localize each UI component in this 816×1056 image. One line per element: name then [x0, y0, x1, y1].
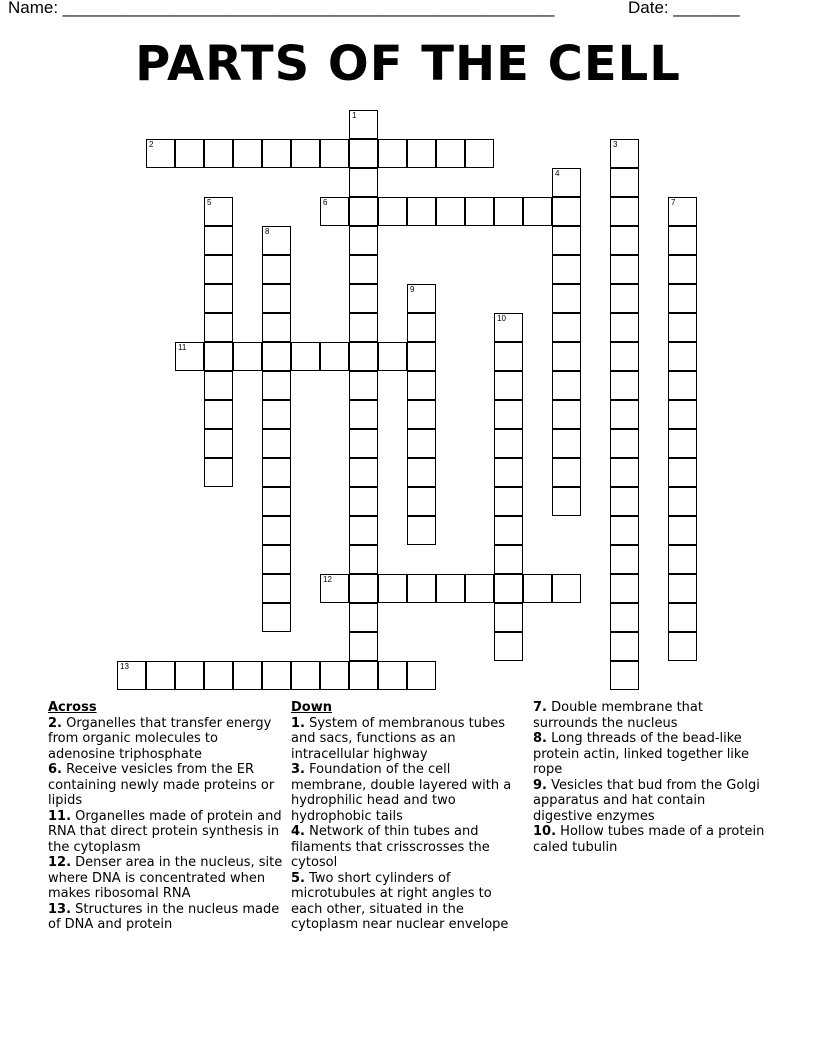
date-label: Date: — [628, 0, 674, 17]
grid-cell[interactable] — [204, 139, 233, 168]
grid-cell[interactable] — [494, 458, 523, 487]
grid-cell[interactable] — [378, 661, 407, 690]
grid-cell[interactable] — [407, 371, 436, 400]
grid-cell[interactable] — [349, 632, 378, 661]
grid-cell[interactable] — [204, 342, 233, 371]
grid-cell[interactable] — [320, 342, 349, 371]
grid-cell[interactable] — [668, 342, 697, 371]
grid-cell[interactable] — [407, 284, 436, 313]
grid-cell[interactable] — [262, 661, 291, 690]
grid-cell[interactable] — [668, 284, 697, 313]
grid-cell[interactable] — [349, 284, 378, 313]
grid-cell[interactable] — [233, 139, 262, 168]
grid-cell[interactable] — [407, 516, 436, 545]
grid-cell[interactable] — [552, 168, 581, 197]
grid-cell[interactable] — [494, 429, 523, 458]
date-line[interactable]: _______ — [673, 0, 740, 17]
grid-cell[interactable] — [204, 313, 233, 342]
grid-cell[interactable] — [494, 516, 523, 545]
grid-cell[interactable] — [552, 255, 581, 284]
grid-cell[interactable] — [552, 371, 581, 400]
grid-cell[interactable] — [668, 545, 697, 574]
grid-cell[interactable] — [552, 574, 581, 603]
grid-cell[interactable] — [465, 139, 494, 168]
cell-number: 2 — [149, 140, 154, 149]
grid-cell[interactable] — [349, 313, 378, 342]
grid-cell[interactable] — [494, 342, 523, 371]
grid-cell[interactable] — [552, 313, 581, 342]
cell-number: 13 — [120, 662, 129, 671]
grid-cell[interactable] — [610, 284, 639, 313]
grid-cell[interactable] — [349, 400, 378, 429]
grid-cell[interactable] — [262, 400, 291, 429]
down-heading: Down — [291, 700, 332, 715]
grid-cell[interactable] — [262, 371, 291, 400]
grid-cell[interactable] — [262, 284, 291, 313]
cell-number: 10 — [497, 314, 506, 323]
grid-cell[interactable] — [349, 487, 378, 516]
grid-cell[interactable] — [262, 313, 291, 342]
clue-down: 8. Long threads of the bead-like protein actin, linked together like rope — [533, 731, 749, 777]
grid-cell[interactable] — [349, 545, 378, 574]
grid-cell[interactable] — [610, 139, 639, 168]
cell-number: 4 — [555, 169, 560, 178]
grid-cell[interactable] — [320, 139, 349, 168]
grid-cell[interactable] — [610, 313, 639, 342]
clue-down: 10. Hollow tubes made of a protein caled tubulin — [533, 824, 765, 855]
grid-cell[interactable] — [407, 574, 436, 603]
grid-cell[interactable] — [262, 574, 291, 603]
grid-cell[interactable] — [291, 342, 320, 371]
date-field — [628, 0, 740, 18]
name-field — [8, 0, 554, 18]
grid-cell[interactable] — [262, 545, 291, 574]
grid-cell[interactable] — [494, 603, 523, 632]
grid-cell[interactable] — [349, 168, 378, 197]
grid-cell[interactable] — [407, 342, 436, 371]
grid-cell[interactable] — [349, 197, 378, 226]
grid-cell[interactable] — [552, 487, 581, 516]
down-clues — [291, 700, 526, 933]
grid-cell[interactable] — [262, 342, 291, 371]
grid-cell[interactable] — [233, 342, 262, 371]
grid-cell[interactable] — [552, 429, 581, 458]
grid-cell[interactable] — [465, 197, 494, 226]
grid-cell[interactable] — [494, 632, 523, 661]
grid-cell[interactable] — [668, 487, 697, 516]
grid-cell[interactable] — [668, 632, 697, 661]
grid-cell[interactable] — [668, 255, 697, 284]
grid-cell[interactable] — [320, 661, 349, 690]
grid-cell[interactable] — [436, 139, 465, 168]
grid-cell[interactable] — [407, 429, 436, 458]
grid-cell[interactable] — [291, 661, 320, 690]
grid-cell[interactable] — [610, 574, 639, 603]
grid-cell[interactable] — [378, 197, 407, 226]
grid-cell[interactable] — [668, 226, 697, 255]
grid-cell[interactable] — [552, 284, 581, 313]
grid-cell[interactable] — [668, 458, 697, 487]
grid-cell[interactable] — [204, 226, 233, 255]
grid-cell[interactable] — [610, 400, 639, 429]
grid-cell[interactable] — [204, 284, 233, 313]
grid-cell[interactable] — [494, 371, 523, 400]
grid-cell[interactable] — [610, 545, 639, 574]
clue-across: 13. Structures in the nucleus made of DNA and protein — [48, 901, 280, 932]
grid-cell[interactable] — [175, 661, 204, 690]
grid-cell[interactable] — [233, 661, 262, 690]
grid-cell[interactable] — [610, 226, 639, 255]
grid-cell[interactable] — [668, 574, 697, 603]
grid-cell[interactable] — [668, 400, 697, 429]
name-line[interactable]: ____________________________________________________ — [62, 0, 555, 17]
clue-across: 11. Organelles made of protein and RNA that direct protein synthesis in the cytoplasm — [48, 808, 282, 855]
clue-down: 3. Foundation of the cell membrane, double layered with a hydrophilic head and two hydrophobic tails — [291, 762, 512, 824]
grid-cell[interactable] — [610, 255, 639, 284]
grid-cell[interactable] — [552, 226, 581, 255]
cell-number: 9 — [410, 285, 415, 294]
grid-cell[interactable] — [610, 429, 639, 458]
down-clues-continued — [533, 700, 768, 855]
cell-number: 7 — [671, 198, 676, 207]
cell-number: 3 — [613, 140, 618, 149]
grid-cell[interactable] — [668, 313, 697, 342]
grid-cell[interactable] — [175, 139, 204, 168]
across-heading: Across — [48, 700, 97, 715]
grid-cell[interactable] — [407, 487, 436, 516]
grid-cell[interactable] — [668, 429, 697, 458]
grid-cell[interactable] — [610, 168, 639, 197]
grid-cell[interactable] — [204, 197, 233, 226]
grid-cell[interactable] — [349, 371, 378, 400]
grid-cell[interactable] — [668, 371, 697, 400]
grid-cell[interactable] — [523, 574, 552, 603]
clue-across: 2. Organelles that transfer energy from organic molecules to adenosine triphosphate — [48, 715, 272, 762]
across-clues — [48, 700, 283, 933]
grid-cell[interactable] — [407, 139, 436, 168]
grid-cell[interactable] — [349, 342, 378, 371]
grid-cell[interactable] — [349, 458, 378, 487]
grid-cell[interactable] — [523, 197, 552, 226]
grid-cell[interactable] — [610, 516, 639, 545]
grid-cell[interactable] — [320, 574, 349, 603]
grid-cell[interactable] — [320, 197, 349, 226]
grid-cell[interactable] — [378, 574, 407, 603]
grid-cell[interactable] — [175, 342, 204, 371]
grid-cell[interactable] — [494, 545, 523, 574]
grid-cell[interactable] — [668, 197, 697, 226]
grid-cell[interactable] — [349, 429, 378, 458]
grid-cell[interactable] — [610, 661, 639, 690]
grid-cell[interactable] — [552, 458, 581, 487]
grid-cell[interactable] — [610, 197, 639, 226]
grid-cell[interactable] — [262, 603, 291, 632]
grid-cell[interactable] — [204, 429, 233, 458]
grid-cell[interactable] — [378, 342, 407, 371]
cell-number: 1 — [352, 111, 357, 120]
grid-cell[interactable] — [494, 313, 523, 342]
grid-cell[interactable] — [610, 342, 639, 371]
cell-number: 12 — [323, 575, 332, 584]
grid-cell[interactable] — [204, 400, 233, 429]
grid-cell[interactable] — [204, 458, 233, 487]
grid-cell[interactable] — [349, 574, 378, 603]
grid-cell[interactable] — [610, 632, 639, 661]
cell-number: 5 — [207, 198, 212, 207]
grid-cell[interactable] — [436, 574, 465, 603]
grid-cell[interactable] — [407, 661, 436, 690]
grid-cell[interactable] — [349, 516, 378, 545]
cell-number: 6 — [323, 198, 328, 207]
grid-cell[interactable] — [262, 255, 291, 284]
grid-cell[interactable] — [262, 139, 291, 168]
grid-cell[interactable] — [407, 197, 436, 226]
grid-cell[interactable] — [204, 661, 233, 690]
grid-cell[interactable] — [117, 661, 146, 690]
clue-across: 6. Receive vesicles from the ER containing newly made proteins or lipids — [48, 762, 275, 808]
grid-cell[interactable] — [552, 197, 581, 226]
grid-cell[interactable] — [552, 400, 581, 429]
grid-cell[interactable] — [407, 313, 436, 342]
grid-cell[interactable] — [349, 226, 378, 255]
grid-cell[interactable] — [465, 574, 494, 603]
clue-across: 12. Denser area in the nucleus, site where DNA is concentrated when makes ribosomal RNA — [48, 855, 283, 901]
grid-cell[interactable] — [407, 458, 436, 487]
grid-cell[interactable] — [349, 110, 378, 139]
grid-cell[interactable] — [291, 139, 320, 168]
grid-cell[interactable] — [262, 458, 291, 487]
cell-number: 11 — [178, 343, 187, 352]
grid-cell[interactable] — [610, 371, 639, 400]
grid-cell[interactable] — [494, 574, 523, 603]
grid-cell[interactable] — [146, 661, 175, 690]
grid-cell[interactable] — [436, 197, 465, 226]
grid-cell[interactable] — [349, 139, 378, 168]
grid-cell[interactable] — [204, 371, 233, 400]
grid-cell[interactable] — [407, 400, 436, 429]
clue-down: 7. Double membrane that surrounds the nucleus — [533, 700, 703, 731]
clue-down: 1. System of membranous tubes and sacs, functions as an intracellular highway — [291, 715, 505, 762]
grid-cell[interactable] — [262, 487, 291, 516]
grid-cell[interactable] — [378, 139, 407, 168]
grid-cell[interactable] — [262, 429, 291, 458]
grid-cell[interactable] — [349, 661, 378, 690]
cell-number: 8 — [265, 227, 270, 236]
clue-down: 9. Vesicles that bud from the Golgi apparatus and hat contain digestive enzymes — [533, 777, 760, 824]
grid-cell[interactable] — [494, 487, 523, 516]
grid-cell[interactable] — [610, 487, 639, 516]
grid-cell[interactable] — [552, 342, 581, 371]
grid-cell[interactable] — [494, 197, 523, 226]
grid-cell[interactable] — [610, 458, 639, 487]
grid-cell[interactable] — [204, 255, 233, 284]
grid-cell[interactable] — [494, 400, 523, 429]
grid-cell[interactable] — [262, 226, 291, 255]
clue-down: 4. Network of thin tubes and filaments that crisscrosses the cytosol — [291, 824, 490, 870]
grid-cell[interactable] — [610, 603, 639, 632]
clue-down: 5. Two short cylinders of microtubules at right angles to each other, situated in the cytoplasm near nuclear envelope — [291, 870, 509, 932]
grid-cell[interactable] — [668, 516, 697, 545]
grid-cell[interactable] — [262, 516, 291, 545]
name-label: Name: — [8, 0, 63, 17]
grid-cell[interactable] — [668, 603, 697, 632]
grid-cell[interactable] — [349, 255, 378, 284]
grid-cell[interactable] — [349, 603, 378, 632]
grid-cell[interactable] — [146, 139, 175, 168]
page-title: PARTS OF THE CELL — [135, 36, 681, 92]
